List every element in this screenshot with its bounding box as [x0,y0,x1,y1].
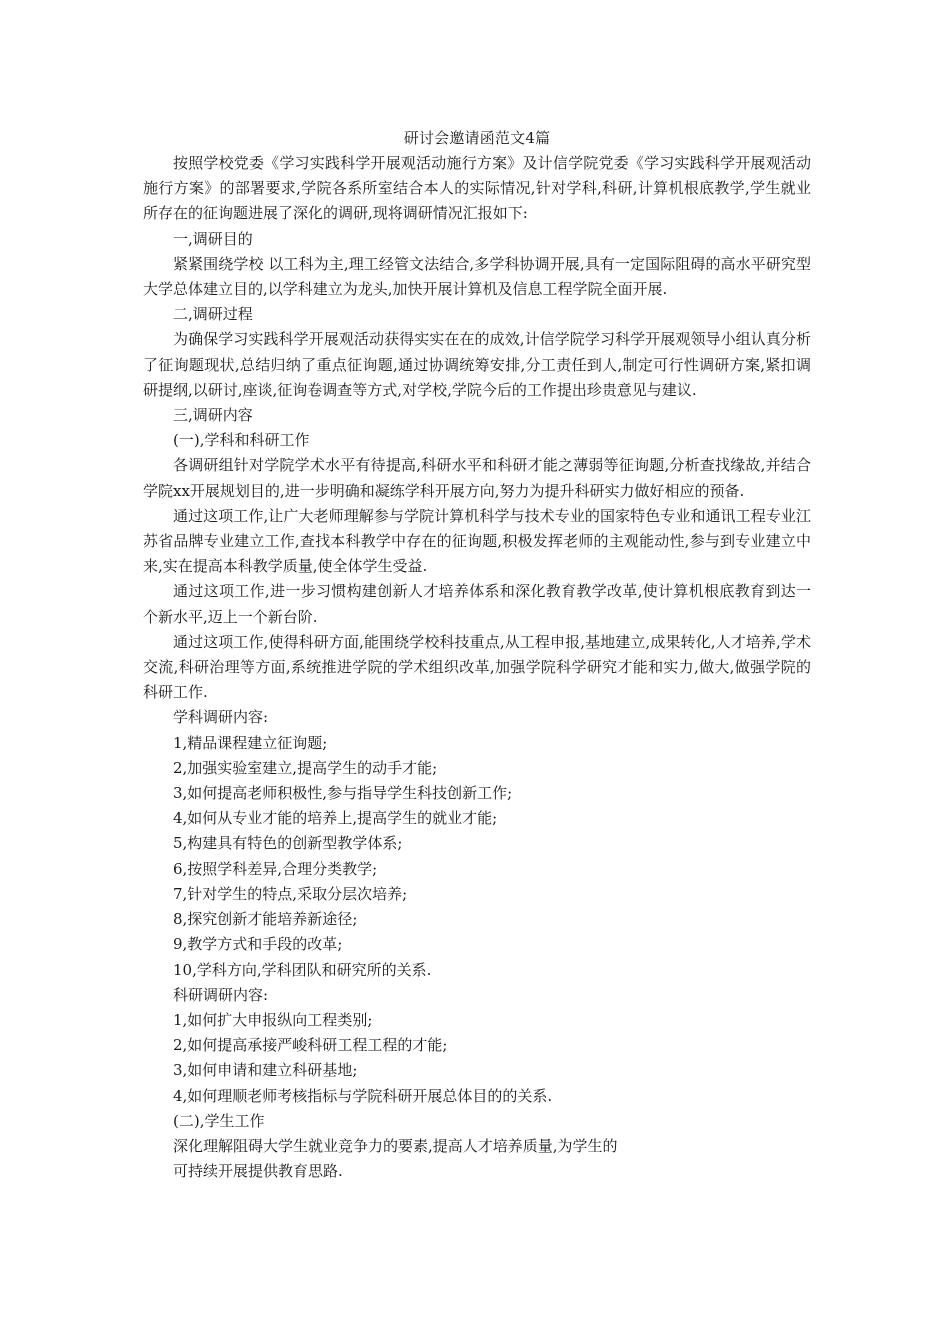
purpose-paragraph: 紧紧围绕学校 以工科为主,理工经管文法结合,多学科协调开展,具有一定国际阻碍的高水平研究型大学总体建立目的,以学科建立为龙头,加快开展计算机及信息工程学院全面开展. [143,254,811,299]
list-item: 2,加强实验室建立,提高学生的动手才能; [173,758,438,777]
list-item: 1,精品课程建立征询题; [173,733,328,752]
list-item: 3,如何申请和建立科研基地; [173,1061,358,1080]
list-item: 6,按照学科差异,合理分类教学; [173,859,378,878]
section-heading-process: 二,调研过程 [173,305,253,324]
section-heading-content: 三,调研内容 [173,406,253,425]
list-item: 8,探究创新才能培养新途径; [173,910,358,929]
content-paragraph-3: 通过这项工作,进一步习惯构建创新人才培养体系和深化教育教学改革,使计算机根底教育到达一个新水平,迈上一个新台阶. [143,582,811,626]
document-title: 研讨会邀请函范文4篇 [403,129,551,147]
section-heading-purpose: 一,调研目的 [173,229,253,248]
list-item: 4,如何理顺老师考核指标与学院科研开展总体目的的关系. [173,1086,553,1105]
list-item: 2,如何提高承接严峻科研工程工程的才能; [173,1036,448,1055]
subsection-heading-discipline: (一),学科和科研工作 [173,431,310,450]
content-paragraph-2: 通过这项工作,让广大老师理解参与学院计算机科学与技术专业的国家特色专业和通讯工程专业江苏省品牌专业建立工作,查找本科教学中存在的征询题,积极发挥老师的主观能动性,参与到专业建立中来,实在提高本科教学质量,使全体学生受益. [143,506,811,576]
subsection-heading-students: (二),学生工作 [173,1111,265,1130]
document-body [143,125,811,1184]
list-item: 1,如何扩大申报纵向工程类别; [173,1010,373,1029]
list-item: 4,如何从专业才能的培养上,提高学生的就业才能; [173,809,498,828]
research-list [143,1008,811,1109]
list-item: 3,如何提高老师积极性,参与指导学生科技创新工作; [173,784,513,803]
list-item: 10,学科方向,学科团队和研究所的关系. [173,960,432,979]
research-list-heading: 科研调研内容: [173,985,269,1004]
content-paragraph-1: 各调研组针对学院学术水平有待提高,科研水平和科研才能之薄弱等征询题,分析查找缘故,并结合学院xx开展规划目的,进一步明确和凝练学科开展方向,努力为提升科研实力做好相应的预备. [143,456,811,500]
list-item: 7,针对学生的特点,采取分层次培养; [173,884,408,903]
list-item: 9,教学方式和手段的改革; [173,935,343,954]
list-item: 5,构建具有特色的创新型教学体系; [173,834,403,853]
students-paragraph-2: 可持续开展提供教育思路. [173,1162,343,1181]
process-paragraph: 为确保学习实践科学开展观活动获得实实在在的成效,计信学院学习科学开展观领导小组认真分析了征询题现状,总结归纳了重点征询题,通过协调统筹安排,分工责任到人,制定可行性调研方案,紧扣调研提纲,以研讨,座谈,征询卷调查等方式,对学校,学院今后的工作提出珍贵意见与建议. [143,330,811,399]
discipline-list [143,731,811,983]
discipline-list-heading: 学科调研内容: [173,708,269,727]
students-paragraph-1: 深化理解阻碍大学生就业竞争力的要素,提高人才培养质量,为学生的 [173,1136,618,1155]
content-paragraph-4: 通过这项工作,使得科研方面,能围绕学校科技重点,从工程申报,基地建立,成果转化,人才培养,学术交流,科研治理等方面,系统推进学院的学术组织改革,加强学院科学研究才能和实力,做大,做强学院的科研工作. [143,632,811,702]
intro-paragraph: 按照学校党委《学习实践科学开展观活动施行方案》及计信学院党委《学习实践科学开展观活动施行方案》的部署要求,学院各系所室结合本人的实际情况,针对学科,科研,计算机根底教学,学生就业所存在的征询题进展了深化的调研,现将调研情况汇报如下: [143,154,811,223]
